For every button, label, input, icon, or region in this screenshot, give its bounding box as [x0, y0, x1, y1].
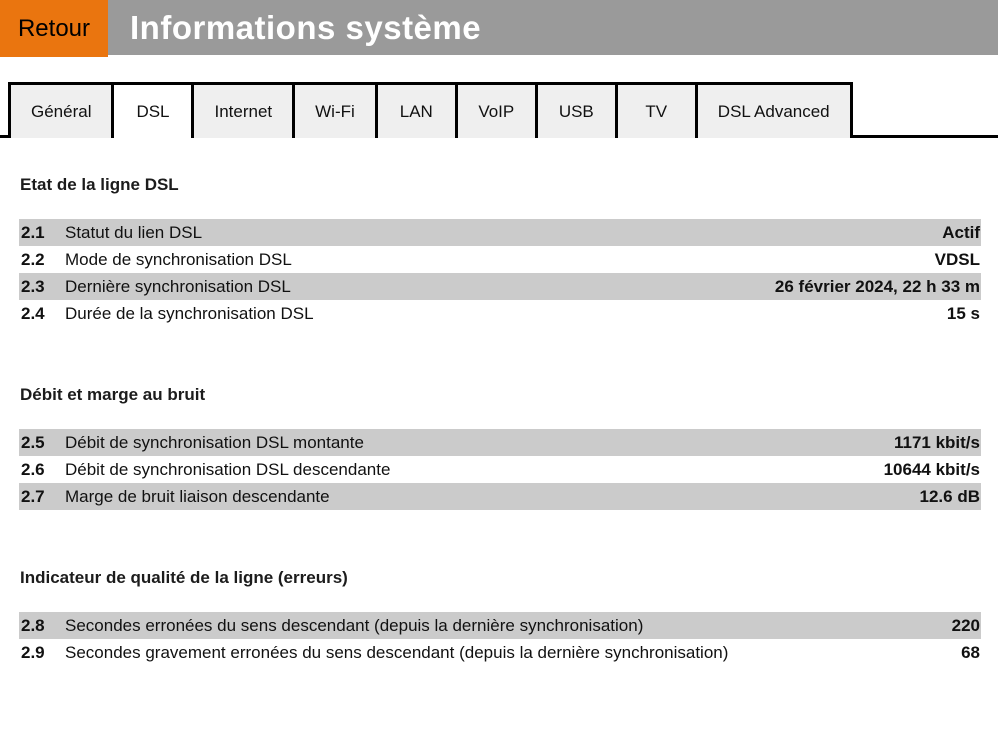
tab-wifi[interactable]: Wi-Fi: [292, 82, 375, 138]
tab-dsl[interactable]: DSL: [111, 82, 191, 138]
row-number: 2.4: [21, 304, 45, 323]
row-number: 2.3: [21, 277, 45, 296]
row-label: Mode de synchronisation DSL: [65, 250, 292, 269]
table-row: [19, 219, 981, 246]
row-number: 2.2: [21, 250, 45, 269]
row-label: Marge de bruit liaison descendante: [65, 487, 330, 506]
row-value: 220: [951, 616, 980, 635]
row-number: 2.8: [21, 616, 45, 635]
row-label: Durée de la synchronisation DSL: [65, 304, 314, 323]
tab-tv[interactable]: TV: [615, 82, 695, 138]
table-row: [19, 456, 981, 483]
row-label: Dernière synchronisation DSL: [65, 277, 291, 296]
line-quality-table: [19, 612, 981, 666]
table-row: [19, 429, 981, 456]
section-heading-line-state: Etat de la ligne DSL: [20, 175, 179, 194]
row-label: Débit de synchronisation DSL descendante: [65, 460, 391, 479]
dsl-info-panel: [0, 175, 998, 666]
app-header: [0, 0, 998, 55]
row-number: 2.7: [21, 487, 45, 506]
tab-usb[interactable]: USB: [535, 82, 615, 138]
tab-bar-right-edge: [853, 82, 998, 138]
row-number: 2.1: [21, 223, 45, 242]
rate-margin-table: [19, 429, 981, 510]
table-row: [19, 273, 981, 300]
tab-lan[interactable]: LAN: [375, 82, 455, 138]
tab-internet[interactable]: Internet: [191, 82, 292, 138]
page-title: Informations système: [130, 9, 482, 46]
tab-bar-left-edge: [0, 82, 8, 138]
table-row: [19, 483, 981, 510]
row-label: Secondes gravement erronées du sens descendant (depuis la dernière synchronisation): [65, 643, 729, 662]
row-value: VDSL: [934, 250, 980, 269]
row-label: Statut du lien DSL: [65, 223, 203, 242]
row-label: Secondes erronées du sens descendant (depuis la dernière synchronisation): [65, 616, 644, 635]
row-value: 15 s: [946, 304, 980, 323]
line-state-table: [19, 219, 981, 327]
section-heading-rate-margin: Débit et marge au bruit: [20, 385, 206, 404]
tab-dsl-advanced[interactable]: DSL Advanced: [695, 82, 853, 138]
row-value: 10644 kbit/s: [883, 460, 980, 479]
row-value: 1171 kbit/s: [893, 433, 980, 452]
tab-bar: [0, 82, 998, 138]
row-label: Débit de synchronisation DSL montante: [65, 433, 364, 452]
table-row: [19, 300, 981, 327]
row-value: Actif: [942, 223, 980, 242]
section-heading-line-quality: Indicateur de qualité de la ligne (erreurs): [20, 568, 348, 587]
tab-general[interactable]: Général: [8, 82, 111, 138]
back-button[interactable]: Retour: [0, 0, 108, 57]
row-number: 2.9: [21, 643, 45, 662]
table-row: [19, 612, 981, 639]
row-value: 68: [961, 643, 980, 662]
row-number: 2.5: [21, 433, 45, 452]
row-number: 2.6: [21, 460, 45, 479]
row-value: 26 février 2024, 22 h 33 m: [774, 277, 980, 296]
tab-voip[interactable]: VoIP: [455, 82, 535, 138]
table-row: [19, 639, 981, 666]
row-value: 12.6 dB: [919, 487, 980, 506]
table-row: [19, 246, 981, 273]
